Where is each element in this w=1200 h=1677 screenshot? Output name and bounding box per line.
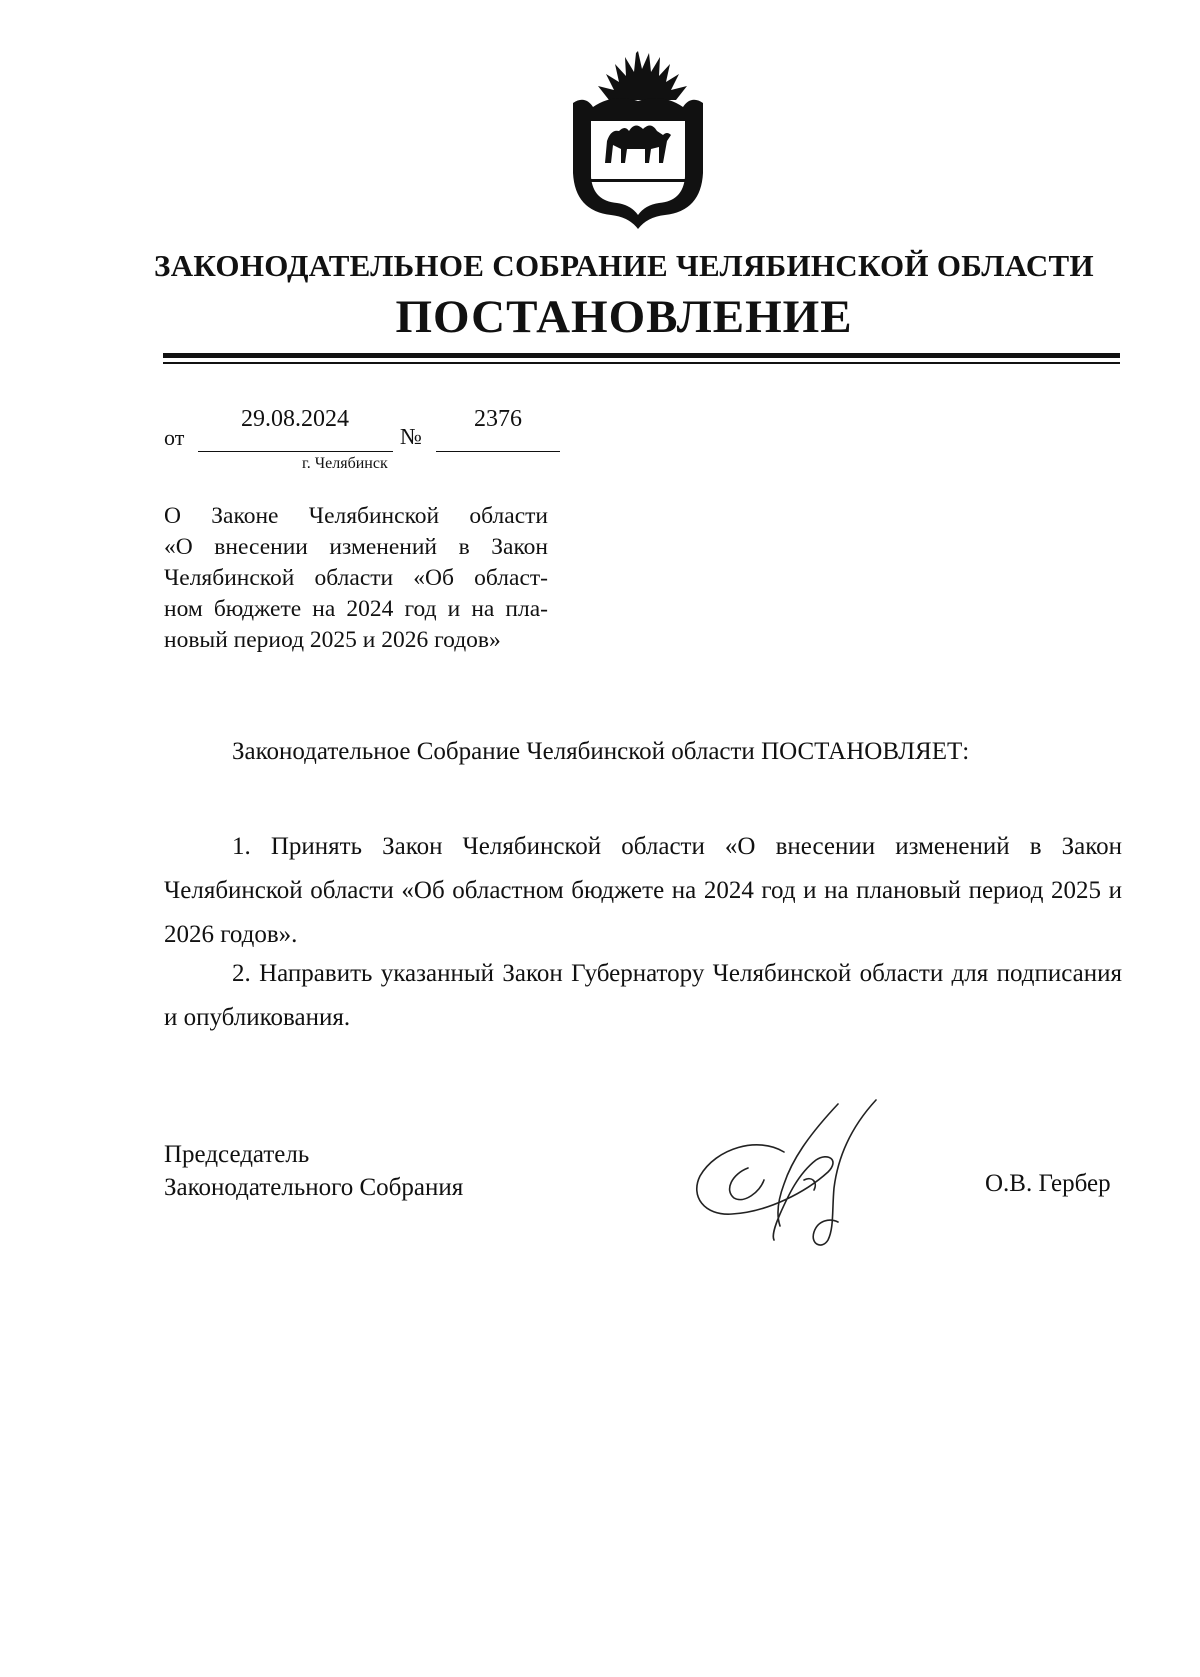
document-subject: [164, 501, 548, 656]
date-from-label: от: [164, 425, 185, 450]
number-underline: [436, 451, 560, 452]
header-divider-thin: [163, 362, 1120, 364]
city-label: г. Челябинск: [302, 455, 388, 472]
signatory-name: О.В. Гербер: [985, 1170, 1111, 1197]
subject-line: новый период 2025 и 2026 годов»: [164, 627, 501, 653]
number-label: №: [400, 424, 422, 449]
organization-name: ЗАКОНОДАТЕЛЬНОЕ СОБРАНИЕ ЧЕЛЯБИНСКОЙ ОБЛАСТИ: [154, 248, 1094, 283]
document-number: 2376: [474, 406, 522, 432]
position-line: Председатель: [164, 1141, 310, 1168]
document-type-title: ПОСТАНОВЛЕНИЕ: [395, 291, 853, 343]
subject-line: О Законе Челябинской области: [164, 503, 548, 529]
handwritten-signature: [688, 1096, 928, 1246]
subject-line: «О внесении изменений в Закон: [164, 534, 548, 560]
subject-line: Челябинской области «Об област-: [164, 565, 548, 591]
resolution-item-2: 2. Направить указанный Закон Губернатору Челябинской области для подписания и опубликования.: [164, 960, 1122, 1031]
resolves-statement: Законодательное Собрание Челябинской области ПОСТАНОВЛЯЕТ:: [232, 738, 970, 765]
subject-line: ном бюджете на 2024 год и на пла-: [164, 596, 548, 622]
date-underline: [198, 451, 393, 452]
coat-of-arms-emblem: [563, 45, 713, 231]
document-date: 29.08.2024: [241, 406, 349, 432]
resolution-item-1: 1. Принять Закон Челябинской области «О внесении изменений в Закон Челябинской области «Об областном бюджете на 2024 год и на плановый период 2025 и 2026 годов».: [164, 833, 1122, 948]
signatory-position: [164, 1138, 463, 1204]
position-line: Законодательного Собрания: [164, 1174, 464, 1201]
header-divider-thick: [163, 353, 1120, 358]
